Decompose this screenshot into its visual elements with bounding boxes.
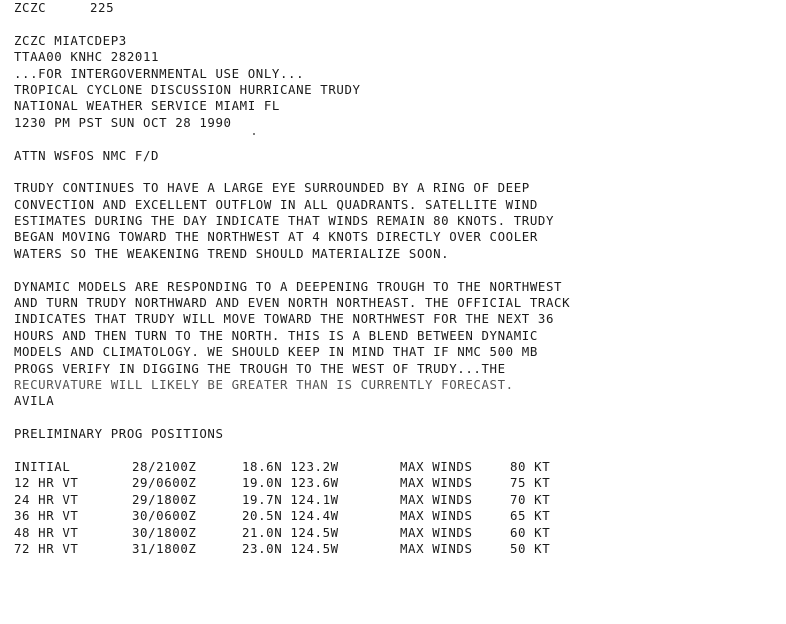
- max-winds-value: 50 KT: [510, 540, 551, 556]
- discussion-title: TROPICAL CYCLONE DISCUSSION HURRICANE TRUDY: [14, 81, 361, 97]
- top-header-line: [14, 0, 774, 16]
- valid-time: 29/1800Z: [132, 491, 197, 507]
- max-winds-value: 65 KT: [510, 508, 551, 524]
- issue-time: 1230 PM PST SUN OCT 28 1990: [14, 114, 232, 130]
- storm-position: 18.6N 123.2W: [242, 458, 339, 474]
- max-winds-value: 60 KT: [510, 524, 551, 540]
- print-speck: [253, 133, 255, 135]
- prog-heading: PRELIMINARY PROG POSITIONS: [14, 426, 224, 442]
- issuing-office: NATIONAL WEATHER SERVICE MIAMI FL: [14, 98, 280, 114]
- table-row: [14, 541, 570, 557]
- table-row: [14, 459, 570, 475]
- prog-positions-table: [14, 459, 570, 557]
- paragraph-line: AND TURN TRUDY NORTHWARD AND EVEN NORTH NORTHEAST. THE OFFICIAL TRACK: [14, 295, 571, 311]
- max-winds-value: 70 KT: [510, 491, 551, 507]
- forecast-period: INITIAL: [14, 458, 71, 474]
- valid-time: 31/1800Z: [132, 540, 197, 556]
- paragraph-line: ESTIMATES DURING THE DAY INDICATE THAT WINDS REMAIN 80 KNOTS. TRUDY: [14, 213, 555, 229]
- paragraph-line: DYNAMIC MODELS ARE RESPONDING TO A DEEPENING TROUGH TO THE NORTHWEST: [14, 278, 563, 294]
- paragraph-line: TRUDY CONTINUES TO HAVE A LARGE EYE SURROUNDED BY A RING OF DEEP: [14, 180, 530, 196]
- teletype-document: [14, 0, 774, 557]
- wmo-header: TTAA00 KNHC 282011: [14, 49, 160, 65]
- paragraph-line: CONVECTION AND EXCELLENT OUTFLOW IN ALL QUADRANTS. SATELLITE WIND: [14, 196, 538, 212]
- forecast-period: 48 HR VT: [14, 524, 79, 540]
- paragraph-line: MODELS AND CLIMATOLOGY. WE SHOULD KEEP IN MIND THAT IF NMC 500 MB: [14, 344, 538, 360]
- table-row: [14, 525, 570, 541]
- storm-position: 21.0N 124.5W: [242, 524, 339, 540]
- attention-line: ATTN WSFOS NMC F/D: [14, 147, 160, 163]
- table-row: [14, 475, 570, 491]
- paragraph-line: WATERS SO THE WEAKENING TREND SHOULD MATERIALIZE SOON.: [14, 245, 450, 261]
- forecast-period: 24 HR VT: [14, 491, 79, 507]
- valid-time: 30/0600Z: [132, 508, 197, 524]
- storm-position: 23.0N 124.5W: [242, 540, 339, 556]
- winds-label: MAX WINDS: [400, 475, 473, 491]
- winds-label: MAX WINDS: [400, 491, 473, 507]
- winds-label: MAX WINDS: [400, 508, 473, 524]
- forecast-period: 36 HR VT: [14, 508, 79, 524]
- paragraph-line: INDICATES THAT TRUDY WILL MOVE TOWARD THE NORTHWEST FOR THE NEXT 36: [14, 311, 555, 327]
- product-id: ZCZC MIATCDEP3: [14, 32, 127, 48]
- paragraph-line: RECURVATURE WILL LIKELY BE GREATER THAN IS CURRENTLY FORECAST.: [14, 376, 514, 392]
- max-winds-value: 75 KT: [510, 475, 551, 491]
- discussion-paragraph-1: [14, 180, 774, 262]
- top-code: ZCZC: [14, 0, 47, 15]
- table-row: [14, 508, 570, 524]
- paragraph-line: HOURS AND THEN TURN TO THE NORTH. THIS IS A BLEND BETWEEN DYNAMIC: [14, 327, 538, 343]
- table-row: [14, 492, 570, 508]
- winds-label: MAX WINDS: [400, 458, 473, 474]
- paragraph-line: PROGS VERIFY IN DIGGING THE TROUGH TO THE WEST OF TRUDY...THE: [14, 360, 506, 376]
- max-winds-value: 80 KT: [510, 458, 551, 474]
- forecaster-signature: AVILA: [14, 393, 55, 409]
- valid-time: 28/2100Z: [132, 458, 197, 474]
- storm-position: 19.7N 124.1W: [242, 491, 339, 507]
- forecast-period: 72 HR VT: [14, 540, 79, 556]
- winds-label: MAX WINDS: [400, 524, 473, 540]
- top-number: 225: [90, 0, 115, 15]
- restriction-notice: ...FOR INTERGOVERNMENTAL USE ONLY...: [14, 65, 305, 81]
- storm-position: 20.5N 124.4W: [242, 508, 339, 524]
- valid-time: 30/1800Z: [132, 524, 197, 540]
- winds-label: MAX WINDS: [400, 540, 473, 556]
- paragraph-line: BEGAN MOVING TOWARD THE NORTHWEST AT 4 KNOTS DIRECTLY OVER COOLER: [14, 229, 538, 245]
- valid-time: 29/0600Z: [132, 475, 197, 491]
- forecast-period: 12 HR VT: [14, 475, 79, 491]
- discussion-paragraph-2: [14, 279, 774, 394]
- storm-position: 19.0N 123.6W: [242, 475, 339, 491]
